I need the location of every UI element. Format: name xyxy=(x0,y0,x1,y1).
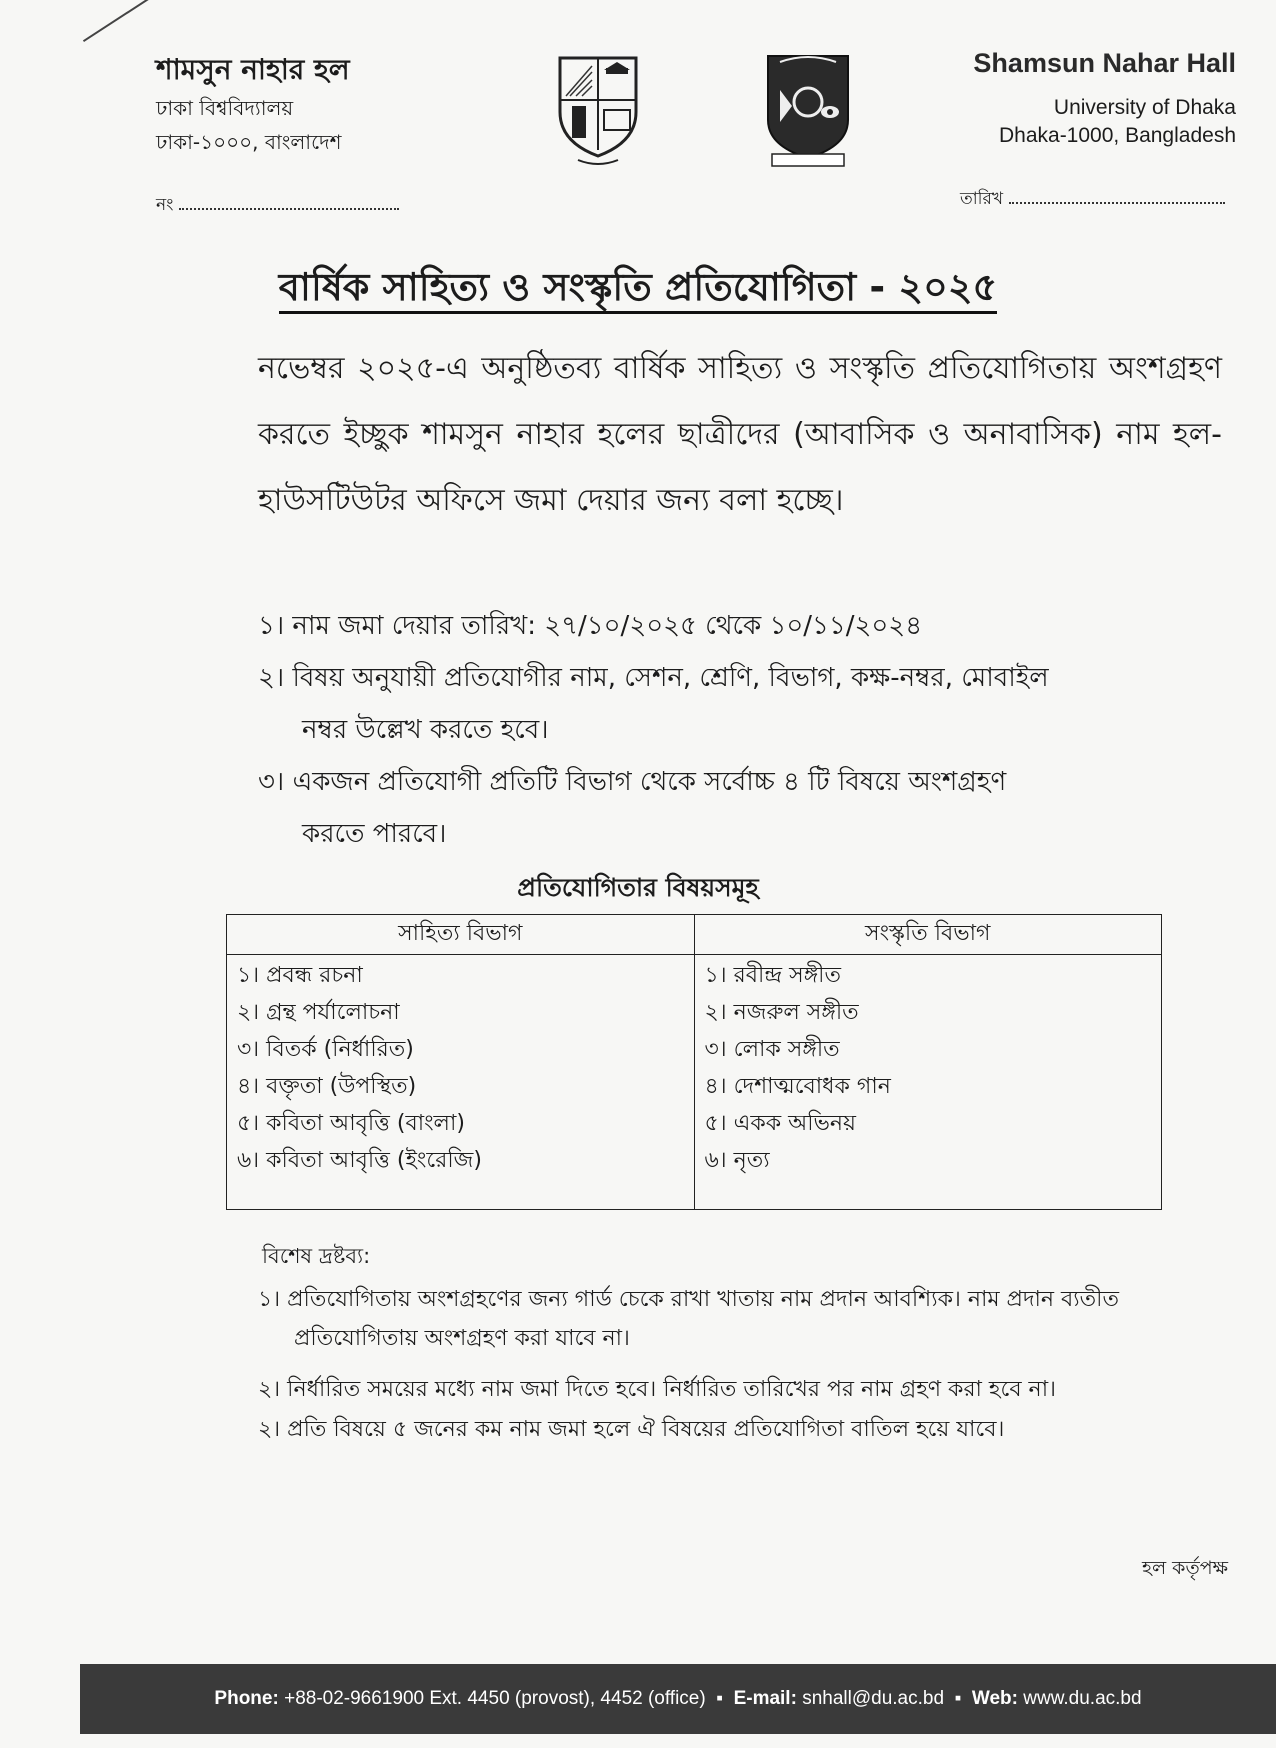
university-name-bengali: ঢাকা বিশ্ববিদ্যালয় xyxy=(156,96,294,120)
list-item: ৪। দেশাত্মবোধক গান xyxy=(704,1074,891,1099)
list-item: ৩। লোক সঙ্গীত xyxy=(704,1037,840,1062)
date-label: তারিখ xyxy=(960,189,1004,209)
list-item: ২। নজরুল সঙ্গীত xyxy=(704,1000,859,1025)
university-seal-logo xyxy=(758,50,858,170)
culture-column xyxy=(694,955,1162,1210)
hall-authority-signature: হল কর্তৃপক্ষ xyxy=(1141,1557,1228,1579)
web-label: Web: xyxy=(971,1688,1018,1709)
literature-column xyxy=(227,955,695,1210)
subjects-table xyxy=(226,914,1162,1210)
literature-header: সাহিত্য বিভাগ xyxy=(227,915,695,955)
phone-label: Phone: xyxy=(214,1688,279,1709)
address-english: Dhaka-1000, Bangladesh xyxy=(998,124,1236,147)
list-item: ১। রবীন্দ্র সঙ্গীত xyxy=(704,963,841,988)
rule-item-2 xyxy=(258,652,1218,756)
note-1-line1: ১। প্রতিযোগিতায় অংশগ্রহণের জন্য গার্ড চেকে রাখা খাতায় নাম প্রদান আবশ্যিক। নাম প্রদান ব্যতীত xyxy=(258,1287,1119,1312)
rule-3-line1: ৩। একজন প্রতিযোগী প্রতিটি বিভাগ থেকে সর্বোচ্চ ৪ টি বিষয়ে অংশগ্রহণ xyxy=(258,767,1007,797)
phone-number: +88-02-9661900 Ext. 4450 (provost), 4452 (office) xyxy=(284,1688,706,1709)
list-item: ২। গ্রন্থ পর্যালোচনা xyxy=(237,1000,400,1025)
reference-dotted-line xyxy=(179,208,399,210)
reference-number-field xyxy=(156,192,399,220)
date-field xyxy=(960,186,1225,214)
rule-item-3 xyxy=(258,756,1218,860)
hall-name-bengali: শামসুন নাহার হল xyxy=(156,53,350,86)
note-item-1 xyxy=(258,1280,1218,1358)
rule-2-line1: ২। বিষয় অনুযায়ী প্রতিযোগীর নাম, সেশন, শ্রেণি, বিভাগ, কক্ষ-নম্বর, মোবাইল xyxy=(258,663,1049,693)
intro-paragraph: নভেম্বর ২০২৫-এ অনুষ্ঠিতব্য বার্ষিক সাহিত্য ও সংস্কৃতি প্রতিযোগিতায় অংশগ্রহণ করতে ইচ্ছুক শামসুন নাহার হলের ছাত্রীদের (আবাসিক ও অনাবাসিক) নাম হল-হাউসটিউটর অফিসে জমা দেয়ার জন্য বলা হচ্ছে। xyxy=(258,351,1222,518)
rule-2-line2: নম্বর উল্লেখ করতে হবে। xyxy=(302,715,549,745)
rule-1-line1: ১। নাম জমা দেয়ার তারিখ: ২৭/১০/২০২৫ থেকে ১০/১১/২০২৪ xyxy=(258,611,923,641)
rule-item-1 xyxy=(258,600,1218,652)
table-header-row xyxy=(227,915,1162,955)
note-item-3: ২। প্রতি বিষয়ে ৫ জনের কম নাম জমা হলে ঐ বিষয়ের প্রতিযোগিতা বাতিল হয়ে যাবে। xyxy=(258,1417,1005,1442)
university-name-english: University of Dhaka xyxy=(1053,96,1236,119)
list-item: ৪। বক্তৃতা (উপস্থিত) xyxy=(237,1074,417,1099)
table-body-row xyxy=(227,955,1162,1210)
rule-3-line2: করতে পারবে। xyxy=(302,819,447,849)
subjects-section-title: প্রতিযোগিতার বিষয়সমূহ xyxy=(517,873,759,902)
hall-name-english: Shamsun Nahar Hall xyxy=(973,48,1236,78)
notice-title: বার্ষিক সাহিত্য ও সংস্কৃতি প্রতিযোগিতা - ২০২৫ xyxy=(0,258,1276,322)
list-item: ৩। বিতর্ক (নির্ধারিত) xyxy=(237,1037,414,1062)
footer-contact-bar: Phone: +88-02-9661900 Ext. 4450 (provost), 4452 (office) ▪ E-mail: snhall@du.ac.bd ▪ Web: www.du.ac.bd xyxy=(80,1664,1276,1734)
email-label: E-mail: xyxy=(733,1688,797,1709)
list-item: ৫। একক অভিনয় xyxy=(704,1111,856,1136)
note-1-line2: প্রতিযোগিতায় অংশগ্রহণ করা যাবে না। xyxy=(294,1326,630,1351)
website-link[interactable]: www.du.ac.bd xyxy=(1023,1688,1142,1709)
page-fold-corner xyxy=(83,0,168,42)
email-address[interactable]: snhall@du.ac.bd xyxy=(802,1688,945,1709)
reference-label: নং xyxy=(156,195,174,215)
special-notes-heading: বিশেষ দ্রষ্টব্য: xyxy=(262,1244,371,1268)
address-bengali: ঢাকা-১০০০, বাংলাদেশ xyxy=(156,130,342,154)
list-item: ১। প্রবন্ধ রচনা xyxy=(237,963,363,988)
list-item: ৫। কবিতা আবৃত্তি (বাংলা) xyxy=(237,1111,465,1136)
culture-header: সংস্কৃতি বিভাগ xyxy=(694,915,1162,955)
list-item: ৬। নৃত্য xyxy=(704,1148,770,1173)
list-item: ৬। কবিতা আবৃত্তি (ইংরেজি) xyxy=(237,1148,482,1173)
date-dotted-line xyxy=(1009,202,1225,204)
hall-crest-logo xyxy=(548,50,648,170)
note-item-2: ২। নির্ধারিত সময়ের মধ্যে নাম জমা দিতে হবে। নির্ধারিত তারিখের পর নাম গ্রহণ করা হবে না। xyxy=(258,1377,1056,1402)
